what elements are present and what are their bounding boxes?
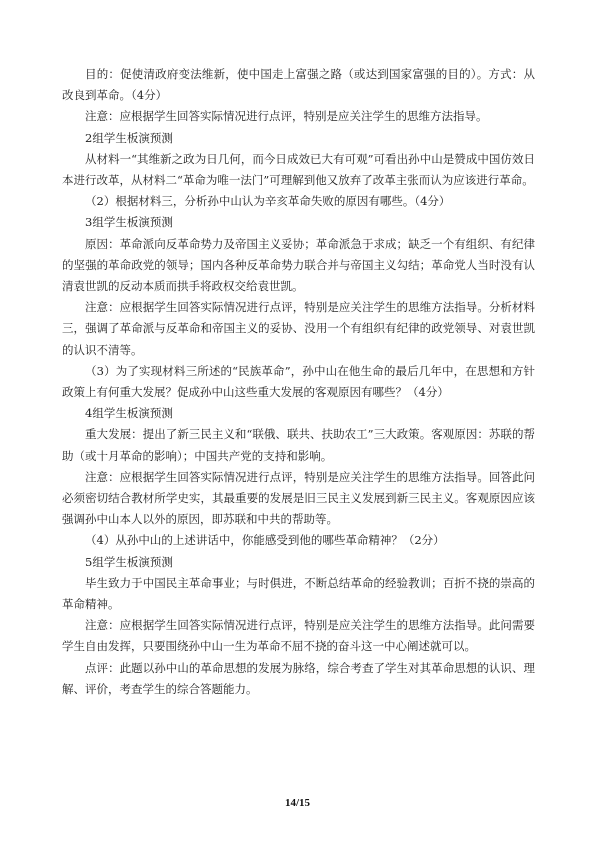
group-heading: 2组学生板演预测 (85, 130, 173, 145)
teacher-note: 注意：应根据学生回答实际情况进行点评，特别是应关注学生的思维方法指导。 (85, 109, 488, 124)
comment-paragraph: 点评：此题以孙中山的革命思想的发展为脉络，综合考查了学生对其革命思想的认识、理解、评价，考查学生的综合答题能力。 (62, 660, 535, 696)
answer-paragraph: 从材料一“其维新之政为日几何，而今日成效已大有可观”可看出孙中山是赞成中国仿效日本进行改革，从材料二“革命为唯一法门”可理解到他又放弃了改革主张而认为应该进行革命。 (62, 151, 535, 188)
teacher-note: 注意：应根据学生回答实际情况进行点评，特别是应关注学生的思维方法指导。分析材料三，强调了革命派与反革命和帝国主义的妥协、没用一个有组织有纪律的政党领导、对袁世凯的认识不清等。 (62, 300, 535, 357)
teacher-note: 注意：应根据学生回答实际情况进行点评，特别是应关注学生的思维方法指导。此问需要学生自由发挥，只要围绕孙中山一生为革命不屈不挠的奋斗这一中心阐述就可以。 (62, 618, 535, 654)
question: （3）为了实现材料三所述的“民族革命”，孙中山在他生命的最后几年中，在思想和方针政策上有何重大发展？促成孙中山这些重大发展的客观原因有哪些？（4分） (62, 363, 535, 400)
answer-paragraph: 重大发展：提出了新三民主义和“联俄、联共、扶助农工”三大政策。客观原因：苏联的帮助（或十月革命的影响）；中国共产党的支持和影响。 (62, 427, 535, 463)
answer-paragraph: 毕生致力于中国民主革命事业；与时俱进，不断总结革命的经验教训；百折不挠的崇高的革命精神。 (62, 575, 535, 612)
group-heading: 3组学生板演预测 (85, 215, 173, 230)
question: （4）从孙中山的上述讲话中，你能感受到他的哪些革命精神？（2分） (85, 533, 445, 548)
group-heading: 5组学生板演预测 (85, 554, 173, 569)
question: （2）根据材料三，分析孙中山认为辛亥革命失败的原因有哪些。（4分） (85, 194, 451, 209)
group-heading: 4组学生板演预测 (85, 406, 173, 421)
page-number: 14/15 (284, 797, 311, 809)
answer-paragraph: 原因：革命派向反革命势力及帝国主义妥协；革命派急于求成；缺乏一个有组织、有纪律的坚强的革命政党的领导；国内各种反革命势力联合并与帝国主义勾结；革命党人当时没有认清袁世凯的反动本质而拱手将政权交给袁世凯。 (62, 236, 535, 294)
answer-paragraph: 目的：促使清政府变法维新，使中国走上富强之路（或达到国家富强的目的）。方式：从改良到革命。（4分） (62, 67, 535, 103)
teacher-note: 注意：应根据学生回答实际情况进行点评，特别是应关注学生的思维方法指导。回答此问必须密切结合教材所学史实，其最重要的发展是旧三民主义发展到新三民主义。客观原因应该强调孙中山本人以外的原因，即苏联和中共的帮助等。 (62, 469, 535, 527)
